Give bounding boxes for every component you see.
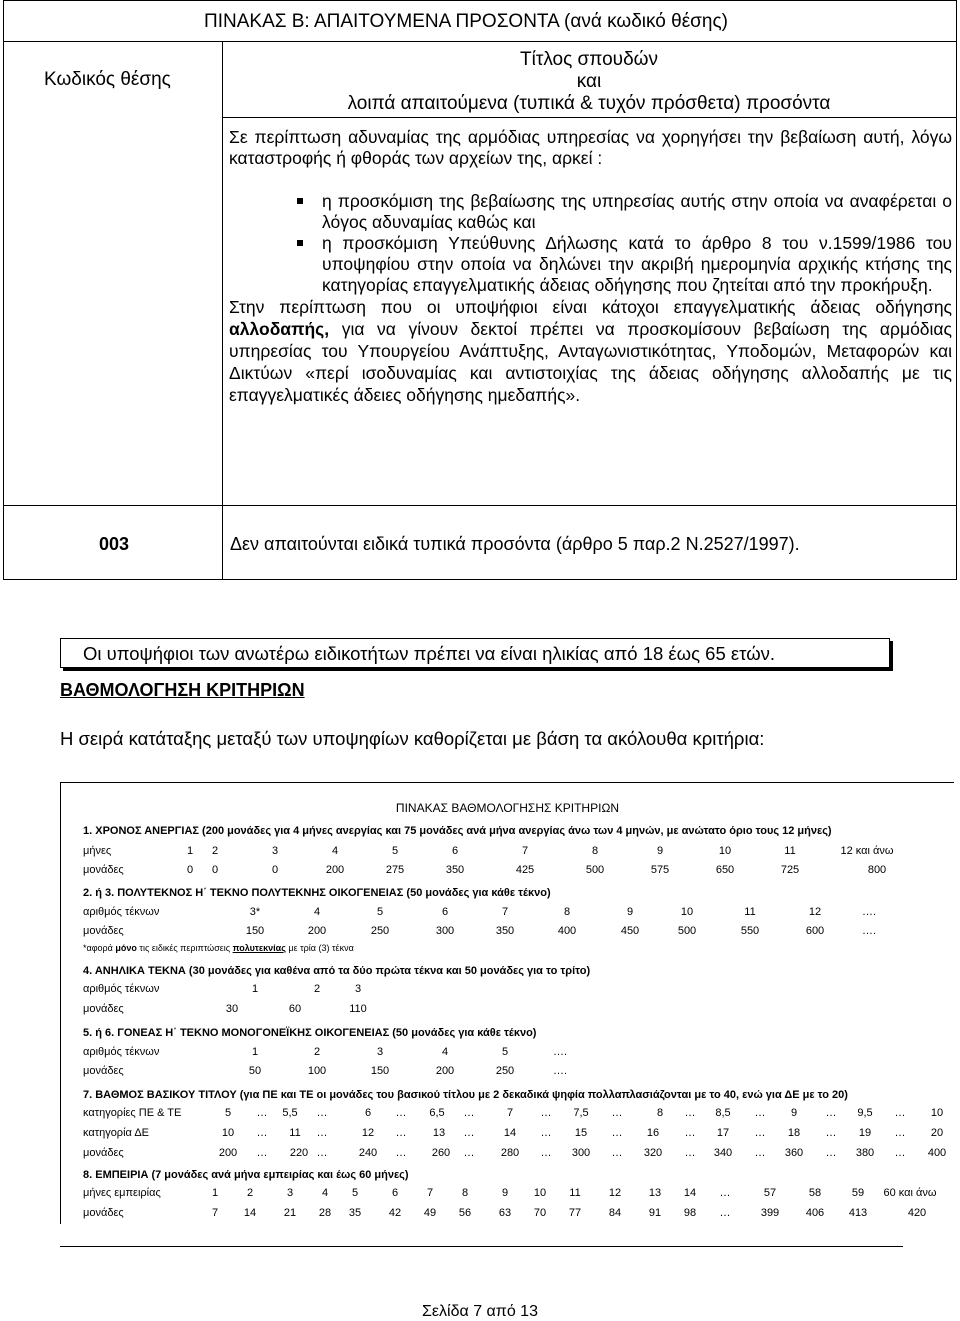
table-cell: 12	[361, 1127, 375, 1139]
table-cell: 10	[718, 845, 732, 857]
table-cell: 200	[307, 925, 327, 937]
table-cell: 5	[224, 1107, 232, 1119]
table-cell: 10	[533, 1187, 547, 1199]
criteria-heading: ΒΑΘΜΟΛΟΓΗΣΗ ΚΡΙΤΗΡΙΩΝ	[60, 680, 305, 700]
table-cell: …	[684, 1127, 696, 1139]
footnote-text: μόνο	[115, 943, 137, 953]
table-cell: 9,5	[857, 1107, 873, 1119]
row-label: μονάδες	[83, 925, 124, 937]
table-cell: 4	[441, 1046, 449, 1058]
row-label: κατηγορίες ΠΕ & ΤΕ	[83, 1107, 182, 1119]
table-cell: 260	[431, 1147, 451, 1159]
table-cell: 9	[790, 1107, 798, 1119]
paragraph-text: για να γίνουν δεκτοί πρέπει να προσκομίσουν βεβαίωση της αρμόδιας υπηρεσίας του Υπουργείου Ανάπτυξης, Ανταγωνιστικότητας, Υποδομών, Μεταφορών και Δικτύων «περί ισοδυναμίας και αντιστοιχίας της άδειας οδήγησης αλλοδαπής με τις επαγγελματικές άδειες οδήγησης ημεδαπής».	[229, 319, 952, 405]
row-label: μονάδες	[83, 1003, 124, 1015]
table-cell: 50	[248, 1065, 262, 1077]
table-cell: 300	[435, 925, 455, 937]
section-title: 7. ΒΑΘΜΟΣ ΒΑΣΙΚΟΥ ΤΙΤΛΟΥ (για ΠΕ και ΤΕ οι μονάδες του βασικού τίτλου με 2 δεκαδικά ψηφία πολλαπλασιάζονται με το 40, ενώ για ΔΕ με το 20)	[83, 1089, 848, 1101]
footnote-text: με τρία (3) τέκνα	[288, 943, 354, 953]
divider	[4, 505, 956, 506]
table-cell: 7	[521, 845, 529, 857]
table-cell: 19	[858, 1127, 872, 1139]
table-cell: …	[395, 1107, 407, 1119]
table-cell: …	[894, 1127, 906, 1139]
table-cell: …	[825, 1147, 837, 1159]
table-cell: 60	[288, 1003, 302, 1015]
table-cell: 800	[867, 864, 887, 876]
table-cell: 1	[251, 1046, 259, 1058]
table-cell: 11	[569, 1187, 581, 1199]
table-cell: 16	[646, 1127, 660, 1139]
criteria-intro: Η σειρά κατάταξης μεταξύ των υποψηφίων καθορίζεται με βάση τα ακόλουθα κριτήρια:	[60, 728, 765, 749]
footnote	[83, 943, 354, 953]
footnote-text: πολυτεκνίας	[232, 943, 286, 953]
table-cell: ….	[552, 1046, 568, 1058]
column-header-line: λοιπά απαιτούμενα (τυπικά & τυχόν πρόσθετα) προσόντα	[347, 93, 831, 114]
bold-text: αλλοδαπής,	[229, 319, 330, 339]
table-cell: 7	[426, 1187, 434, 1199]
table-cell: 91	[648, 1207, 662, 1219]
table-cell: …	[540, 1147, 552, 1159]
table-cell: 150	[245, 925, 265, 937]
table-cell: 220	[289, 1147, 309, 1159]
footnote-text: τις ειδικές περιπτώσεις	[139, 943, 231, 953]
table-cell: ….	[552, 1065, 568, 1077]
table-cell: …	[395, 1147, 407, 1159]
paragraph	[229, 296, 952, 406]
table-cell: 0	[271, 864, 279, 876]
table-cell: 60 και άνω	[883, 1187, 937, 1199]
table-cell: 6	[364, 1107, 372, 1119]
table-cell: 5	[501, 1046, 509, 1058]
table-cell: 7	[501, 906, 509, 918]
table-cell: 8	[591, 845, 599, 857]
table-cell: 13	[432, 1127, 446, 1139]
table-cell: 42	[388, 1207, 402, 1219]
table-cell: 2	[246, 1187, 254, 1199]
row-label: μήνες εμπειρίας	[83, 1187, 161, 1199]
section-title: 2. ή 3. ΠΟΛΥΤΕΚΝΟΣ Η΄ ΤΕΚΝΟ ΠΟΛΥΤΕΚΝΗΣ ΟΙΚΟΓΕΝΕΙΑΣ (50 μονάδες για κάθε τέκνο)	[83, 887, 551, 899]
table-cell: 9	[501, 1187, 509, 1199]
table-cell: 380	[855, 1147, 875, 1159]
table-cell: 1	[186, 845, 194, 857]
section-title: 8. ΕΜΠΕΙΡΙΑ (7 μονάδες ανά μήνα εμπειρίας και έως 60 μήνες)	[83, 1169, 409, 1181]
table-cell: 4	[313, 906, 321, 918]
table-cell: …	[256, 1127, 268, 1139]
table-cell: 0	[186, 864, 194, 876]
table-cell: 56	[458, 1207, 472, 1219]
table-title: ΠΙΝΑΚΑΣ Β: ΑΠΑΙΤΟΥΜΕΝΑ ΠΡΟΣΟΝΤΑ (ανά κωδικό θέσης)	[204, 11, 728, 32]
bullet-item: η προσκόμιση Υπεύθυνης Δήλωσης κατά το άρθρο 8 του ν.1599/1986 του υποψηφίου στην οποία να δηλώνει την ακριβή ημερομηνία αρχικής κτήσης της κατηγορίας επαγγελματικής άδειας οδήγησης που ζητείται από την προκήρυξη.	[229, 233, 952, 296]
row-label: μονάδες	[83, 1207, 124, 1219]
table-cell: ….	[861, 906, 877, 918]
row-label: αριθμός τέκνων	[83, 906, 160, 918]
table-cell: 5,5	[282, 1107, 298, 1119]
table-cell: …	[684, 1147, 696, 1159]
table-cell: …	[395, 1127, 407, 1139]
table-cell: 5	[391, 845, 399, 857]
row-label: μονάδες	[83, 1065, 124, 1077]
table-cell: 9	[626, 906, 634, 918]
table-cell: 150	[370, 1065, 390, 1077]
table-cell: …	[684, 1107, 696, 1119]
scoring-table-title: ΠΙΝΑΚΑΣ ΒΑΘΜΟΛΟΓΗΣΗΣ ΚΡΙΤΗΡΙΩΝ	[395, 801, 620, 815]
table-cell: 77	[568, 1207, 582, 1219]
table-cell: 320	[643, 1147, 663, 1159]
table-cell: ….	[861, 925, 877, 937]
table-cell: 2	[313, 983, 321, 995]
paragraph: Σε περίπτωση αδυναμίας της αρμόδιας υπηρεσίας να χορηγήσει την βεβαίωση αυτή, λόγω καταστροφής ή φθοράς των αρχείων της, αρκεί :	[229, 127, 952, 168]
table-cell: 3	[376, 1046, 384, 1058]
table-cell: 4	[321, 1187, 329, 1199]
table-cell: 8,5	[715, 1107, 731, 1119]
table-cell: 240	[358, 1147, 378, 1159]
table-cell: 8	[563, 906, 571, 918]
table-cell: 11	[784, 845, 796, 857]
table-cell: …	[894, 1107, 906, 1119]
table-cell: 425	[515, 864, 535, 876]
table-cell: 14	[503, 1127, 517, 1139]
table-cell: 360	[784, 1147, 804, 1159]
requirements-text	[229, 127, 952, 406]
table-cell: 300	[571, 1147, 591, 1159]
table-cell: 400	[927, 1147, 947, 1159]
table-cell: …	[316, 1127, 328, 1139]
table-cell: 350	[495, 925, 515, 937]
divider	[222, 117, 956, 118]
table-cell: 14	[243, 1207, 257, 1219]
table-cell: 10	[221, 1127, 235, 1139]
table-cell: 6,5	[429, 1107, 445, 1119]
table-cell: 6	[391, 1187, 399, 1199]
table-cell: 500	[585, 864, 605, 876]
table-cell: 7	[506, 1107, 514, 1119]
table-cell: 550	[740, 925, 760, 937]
table-cell: …	[316, 1107, 328, 1119]
table-cell: 84	[608, 1207, 622, 1219]
table-cell: 0	[211, 864, 219, 876]
table-cell: 10	[680, 906, 694, 918]
table-cell: 70	[533, 1207, 547, 1219]
section-title: 1. ΧΡΟΝΟΣ ΑΝΕΡΓΙΑΣ (200 μονάδες για 4 μήνες ανεργίας και 75 μονάδες ανά μήνα ανεργίας άνω των 4 μηνών, με ανώτατο όριο τους 12 μήνες)	[83, 825, 832, 837]
table-cell: 200	[218, 1147, 238, 1159]
row-label: μονάδες	[83, 864, 124, 876]
divider	[4, 41, 956, 42]
table-cell: 420	[907, 1207, 927, 1219]
table-cell: 406	[805, 1207, 825, 1219]
table-cell: 3	[354, 983, 362, 995]
age-note-box: Οι υποψήφιοι των ανωτέρω ειδικοτήτων πρέπει να είναι ηλικίας από 18 έως 65 ετών.	[60, 638, 890, 668]
table-cell: 57	[763, 1187, 777, 1199]
table-cell: 12	[608, 1187, 622, 1199]
position-requirement: Δεν απαιτούνται ειδικά τυπικά προσόντα (άρθρο 5 παρ.2 Ν.2527/1997).	[230, 534, 800, 554]
table-cell: 280	[500, 1147, 520, 1159]
table-cell: 400	[557, 925, 577, 937]
table-cell: …	[611, 1147, 623, 1159]
table-cell: 399	[760, 1207, 780, 1219]
table-cell: 21	[283, 1207, 297, 1219]
column-header-title	[222, 49, 956, 115]
table-cell: 14	[683, 1187, 697, 1199]
table-cell: …	[611, 1127, 623, 1139]
table-cell: 250	[495, 1065, 515, 1077]
table-cell: 200	[435, 1065, 455, 1077]
table-cell: 12	[808, 906, 822, 918]
section-title: 5. ή 6. ΓΟΝΕΑΣ Η΄ ΤΕΚΝΟ ΜΟΝΟΓΟΝΕΪΚΗΣ ΟΙΚΟΓΕΝΕΙΑΣ (50 μονάδες για κάθε τέκνο)	[83, 1027, 537, 1039]
table-cell: 11	[744, 906, 756, 918]
table-cell: 350	[445, 864, 465, 876]
table-cell: 8	[461, 1187, 469, 1199]
table-cell: 3	[271, 845, 279, 857]
table-cell: 13	[648, 1187, 662, 1199]
table-cell: …	[754, 1127, 766, 1139]
scoring-table	[60, 782, 954, 1224]
table-cell: 200	[325, 864, 345, 876]
table-cell: 5	[376, 906, 384, 918]
table-cell: 28	[318, 1207, 332, 1219]
table-cell: …	[719, 1207, 731, 1219]
table-cell: 1	[251, 983, 259, 995]
table-cell: 49	[423, 1207, 437, 1219]
table-cell: 12 και άνω	[840, 845, 894, 857]
table-cell: 59	[851, 1187, 865, 1199]
table-cell: 6	[441, 906, 449, 918]
table-cell: …	[256, 1147, 268, 1159]
table-cell: 58	[808, 1187, 822, 1199]
divider	[60, 1246, 903, 1247]
row-label: αριθμός τέκνων	[83, 1046, 160, 1058]
page-footer: Σελίδα 7 από 13	[422, 1303, 538, 1320]
table-cell: 413	[848, 1207, 868, 1219]
table-cell: 17	[716, 1127, 730, 1139]
row-label: μονάδες	[83, 1147, 124, 1159]
table-cell: 575	[650, 864, 670, 876]
table-cell: 98	[683, 1207, 697, 1219]
table-cell: …	[316, 1147, 328, 1159]
table-cell: …	[611, 1107, 623, 1119]
table-cell: 500	[677, 925, 697, 937]
table-cell: 3*	[249, 906, 261, 918]
table-cell: 100	[307, 1065, 327, 1077]
footnote-text: *αφορά	[83, 943, 113, 953]
table-cell: 1	[211, 1187, 219, 1199]
table-cell: 63	[498, 1207, 512, 1219]
table-cell: …	[463, 1107, 475, 1119]
row-label: μήνες	[83, 845, 112, 857]
row-label: αριθμός τέκνων	[83, 983, 160, 995]
table-cell: 450	[620, 925, 640, 937]
paragraph-text: Στην περίπτωση που οι υποψήφιοι είναι κάτοχοι επαγγελματικής άδειας οδήγησης	[229, 297, 952, 317]
row-label: κατηγορία ΔΕ	[83, 1127, 149, 1139]
table-cell: 7	[211, 1207, 219, 1219]
table-cell: 30	[225, 1003, 239, 1015]
table-cell: …	[825, 1127, 837, 1139]
column-header-code: Κωδικός θέσης	[44, 69, 171, 90]
requirements-table	[3, 0, 957, 580]
table-cell: …	[463, 1147, 475, 1159]
table-cell: 650	[715, 864, 735, 876]
table-cell: 275	[385, 864, 405, 876]
table-cell: 2	[313, 1046, 321, 1058]
column-header-line: και	[576, 71, 602, 92]
table-cell: …	[894, 1147, 906, 1159]
column-header-line: Τίτλος σπουδών	[520, 49, 658, 70]
table-cell: …	[754, 1107, 766, 1119]
table-cell: 340	[713, 1147, 733, 1159]
table-cell: 18	[787, 1127, 801, 1139]
table-cell: 11	[289, 1127, 301, 1139]
table-cell: 3	[286, 1187, 294, 1199]
table-cell: …	[719, 1187, 731, 1199]
table-cell: 35	[348, 1207, 362, 1219]
table-cell: 10	[930, 1107, 944, 1119]
table-cell: …	[540, 1107, 552, 1119]
table-cell: 5	[351, 1187, 359, 1199]
table-cell: 110	[349, 1003, 367, 1015]
table-cell: 725	[780, 864, 800, 876]
table-cell: …	[754, 1147, 766, 1159]
table-cell: …	[540, 1127, 552, 1139]
table-cell: 2	[211, 845, 219, 857]
table-cell: …	[463, 1127, 475, 1139]
table-cell: 9	[656, 845, 664, 857]
bullet-item: η προσκόμιση της βεβαίωσης της υπηρεσίας αυτής στην οποία να αναφέρεται ο λόγος αδυναμίας καθώς και	[229, 191, 952, 233]
divider	[222, 41, 223, 579]
table-cell: 15	[574, 1127, 588, 1139]
table-cell: 20	[930, 1127, 944, 1139]
section-title: 4. ΑΝΗΛΙΚΑ ΤΕΚΝΑ (30 μονάδες για καθένα από τα δύο πρώτα τέκνα και 50 μονάδες για το τρίτο)	[83, 965, 591, 977]
table-cell: 4	[331, 845, 339, 857]
table-cell: …	[825, 1107, 837, 1119]
position-code: 003	[99, 534, 130, 554]
table-cell: …	[256, 1107, 268, 1119]
table-cell: 7,5	[573, 1107, 589, 1119]
table-cell: 250	[370, 925, 390, 937]
table-cell: 6	[451, 845, 459, 857]
table-cell: 8	[656, 1107, 664, 1119]
table-cell: 600	[805, 925, 825, 937]
